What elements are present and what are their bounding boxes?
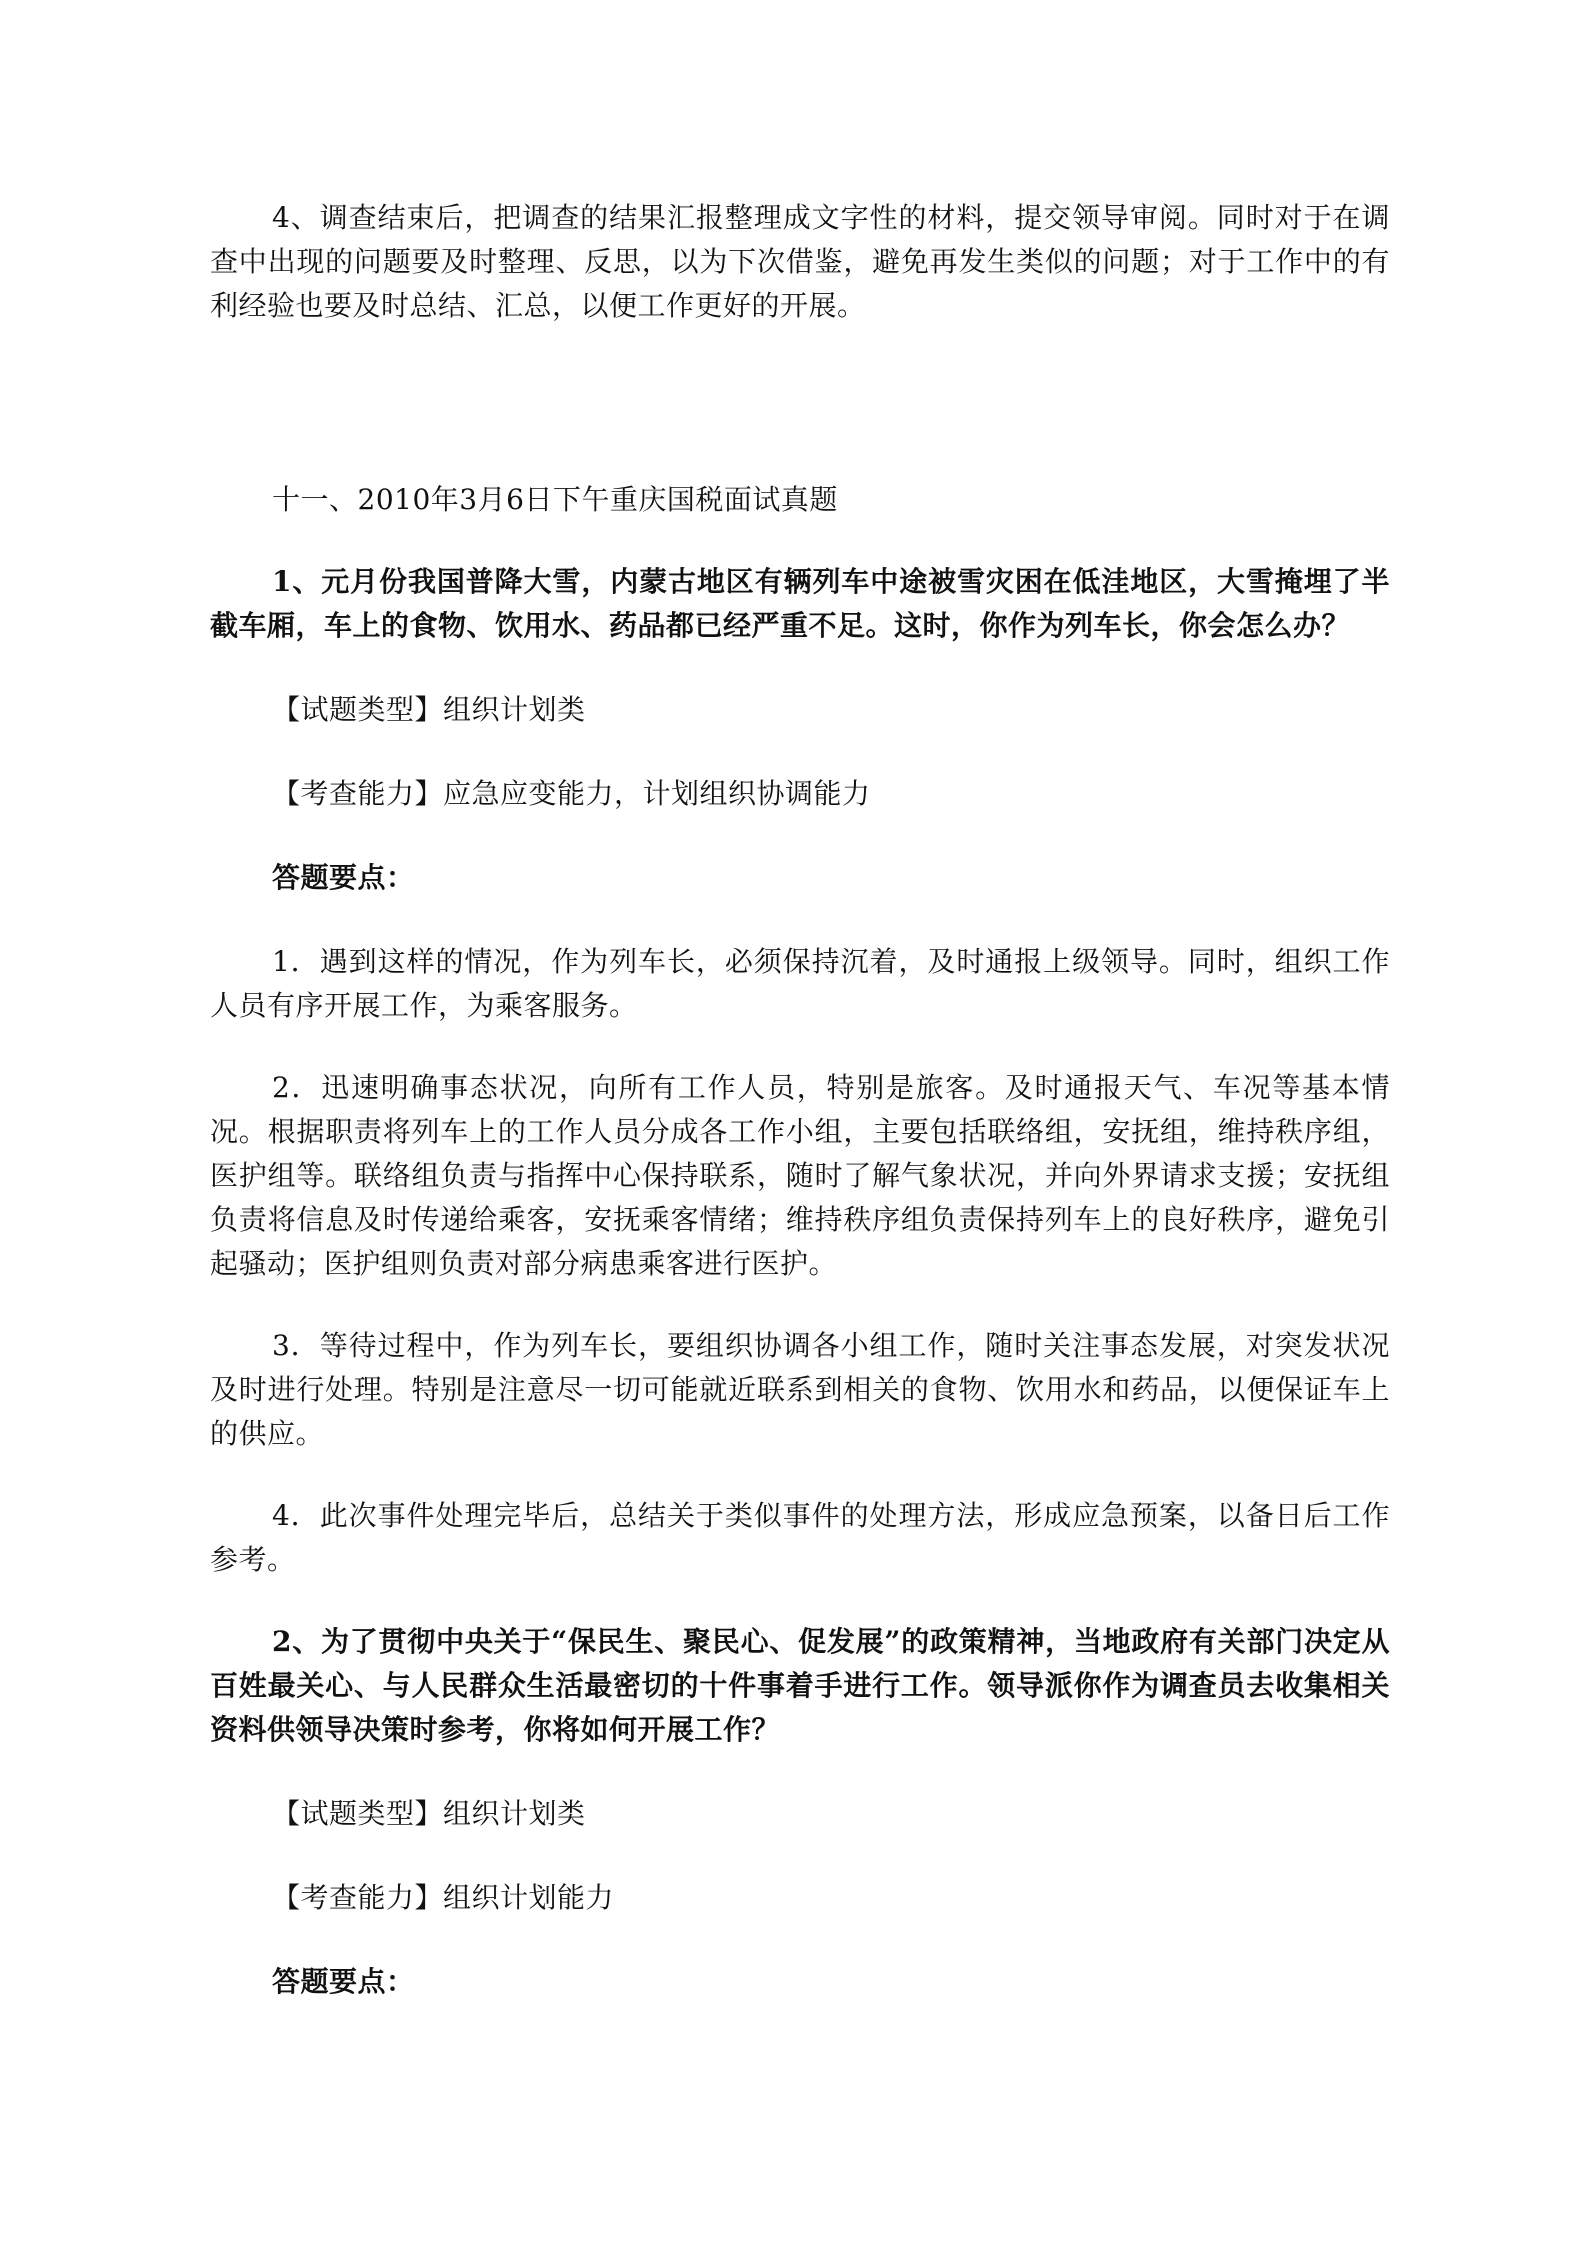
question-1-ability: 【考查能力】应急应变能力，计划组织协调能力 [272,777,871,810]
question-1-points-label: 答题要点： [272,861,415,894]
question-2-type: 【试题类型】组织计划类 [272,1797,586,1830]
question-1-answer-3: 3．等待过程中，作为列车长，要组织协调各小组工作，随时关注事态发展，对突发状况及时进行处理。特别是注意尽一切可能就近联系到相关的食物、饮用水和药品，以便保证车上的供应。 [210,1329,1390,1450]
question-2-points-label: 答题要点： [272,1965,415,1998]
question-1-answer-2: 2．迅速明确事态状况，向所有工作人员，特别是旅客。及时通报天气、车况等基本情况。根据职责将列车上的工作人员分成各工作小组，主要包括联络组，安抚组，维持秩序组，医护组等。联络组负责与指挥中心保持联系，随时了解气象状况，并向外界请求支援；安抚组负责将信息及时传递给乘客，安抚乘客情绪；维持秩序组负责保持列车上的良好秩序，避免引起骚动；医护组则负责对部分病患乘客进行医护。 [210,1071,1390,1280]
question-1-answer-1: 1．遇到这样的情况，作为列车长，必须保持沉着，及时通报上级领导。同时，组织工作人员有序开展工作，为乘客服务。 [210,945,1390,1022]
question-1-answer-4: 4．此次事件处理完毕后，总结关于类似事件的处理方法，形成应急预案，以备日后工作参考。 [210,1499,1390,1576]
paragraph-step-4: 4、调查结束后，把调查的结果汇报整理成文字性的材料，提交领导审阅。同时对于在调查中出现的问题要及时整理、反思，以为下次借鉴，避免再发生类似的问题；对于工作中的有利经验也要及时总结、汇总，以便工作更好的开展。 [210,201,1390,322]
question-2: 2、为了贯彻中央关于“保民生、聚民心、促发展”的政策精神，当地政府有关部门决定从百姓最关心、与人民群众生活最密切的十件事着手进行工作。领导派你作为调查员去收集相关资料供领导决策时参考，你将如何开展工作？ [210,1625,1390,1746]
question-1-type: 【试题类型】组织计划类 [272,693,586,726]
question-2-ability: 【考查能力】组织计划能力 [272,1881,615,1914]
document-body [210,196,1390,2004]
question-1: 1、元月份我国普降大雪，内蒙古地区有辆列车中途被雪灾困在低洼地区，大雪掩埋了半截车厢，车上的食物、饮用水、药品都已经严重不足。这时，你作为列车长，你会怎么办？ [210,565,1390,642]
section-heading: 十一、2010年3月6日下午重庆国税面试真题 [272,483,838,516]
